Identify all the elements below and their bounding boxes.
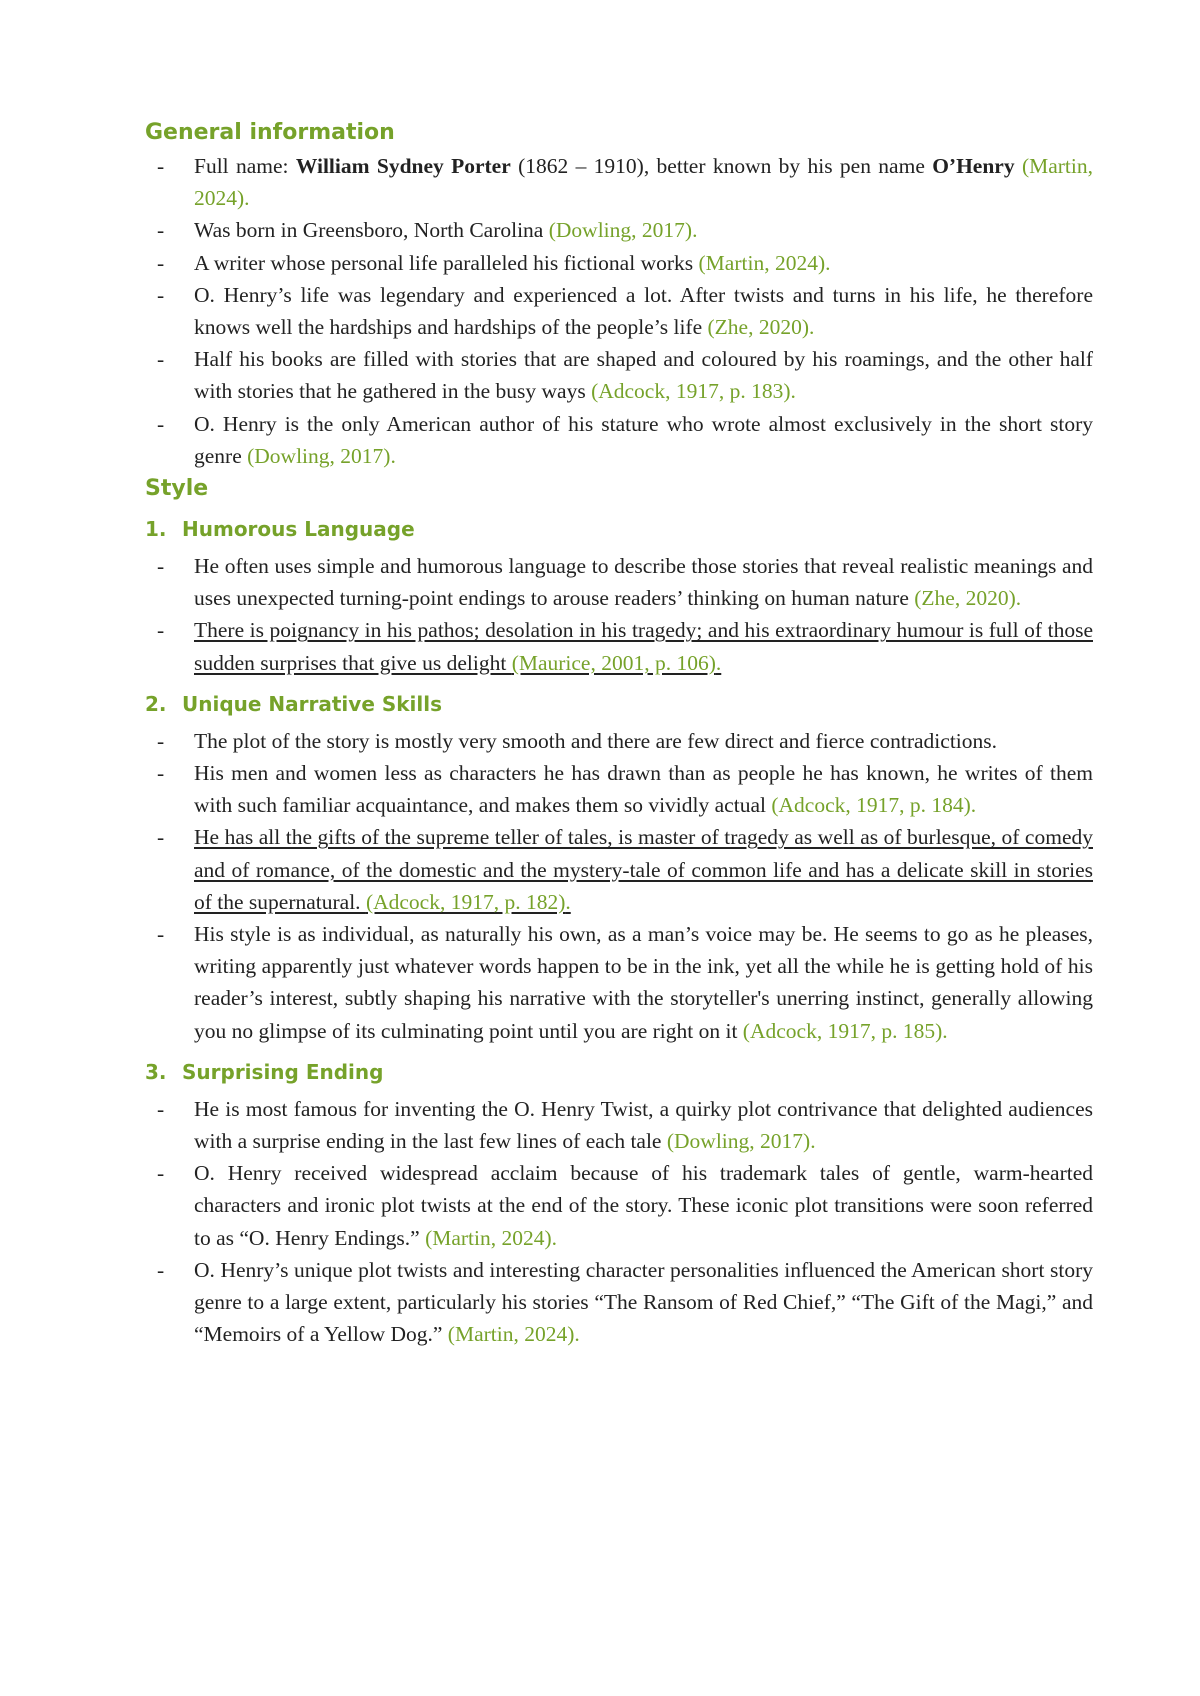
dash-marker: - — [157, 761, 165, 786]
section-title: Humorous Language — [182, 517, 415, 542]
list-item-text: O. Henry received widespread acclaim because of his trademark tales of gentle, warm-hearted characters and ironic plot twists at the end of the story. These iconic plot transitions were soon referred to as “O. Henry Endings.” — [194, 1161, 1093, 1250]
dash-marker: - — [157, 554, 165, 579]
list-item — [145, 1157, 1093, 1254]
citation: (Adcock, 1917, p. 182) — [365, 889, 566, 914]
dash-marker: - — [157, 1257, 165, 1282]
citation-period: . — [970, 793, 977, 818]
section-number: 1. — [145, 517, 167, 542]
list-item-text — [1015, 154, 1022, 178]
full-name: William Sydney Porter — [295, 154, 511, 178]
list-item — [145, 918, 1093, 1047]
citation: (Martin, 2024) — [698, 250, 826, 275]
pen-name: O’Henry — [932, 154, 1015, 178]
surprising-ending-list — [145, 1093, 1093, 1351]
citation-period: . — [574, 1322, 580, 1347]
dash-marker: - — [157, 922, 165, 947]
dash-marker: - — [157, 618, 165, 643]
dash-marker: - — [157, 347, 165, 372]
list-item — [145, 343, 1093, 407]
list-item — [145, 279, 1093, 343]
list-item — [145, 725, 1093, 757]
section-number: 3. — [145, 1059, 167, 1084]
list-item — [145, 550, 1093, 614]
list-item-text: The plot of the story is mostly very smooth and there are few direct and fierce contradictions. — [194, 728, 998, 753]
citation: (Adcock, 1917, p. 185) — [742, 1018, 943, 1043]
list-item-text: His men and women less as characters he has drawn than as people he has known, he writes of them with such familiar acquaintance, and makes them so vividly actual — [194, 761, 1093, 818]
list-item-text: Full name: — [194, 154, 296, 178]
list-item-quote — [145, 821, 1093, 918]
dash-marker: - — [157, 411, 165, 436]
citation-period: . — [715, 650, 722, 675]
list-item-text: O. Henry is the only American author of his stature who wrote almost exclusively in the short story genre — [194, 411, 1093, 468]
citation: (Dowling, 2017) — [666, 1129, 811, 1154]
dash-marker: - — [157, 825, 165, 850]
section-title: Unique Narrative Skills — [182, 691, 443, 716]
list-item — [145, 1254, 1093, 1351]
citation: (Zhe, 2020) — [707, 315, 810, 340]
citation: (Martin, 2024) — [447, 1322, 575, 1347]
list-item-text: Was born in Greensboro, North Carolina — [194, 218, 549, 243]
list-item-text: O. Henry’s unique plot twists and interesting character personalities influenced the American short story genre to a large extent, particularly his stories “The Ransom of Red Chief,” “The Gift of the Magi,” and “Memoirs of a Yellow Dog.” — [194, 1257, 1093, 1347]
citation: (Martin, 2024) — [194, 154, 1094, 211]
list-item-text: (1862 – 1910), better known by his pen name — [510, 154, 933, 178]
citation: (Martin, 2024) — [425, 1225, 552, 1250]
citation-period: . — [244, 186, 250, 211]
section-title: Surprising Ending — [182, 1059, 384, 1084]
general-information-list — [145, 150, 1093, 472]
citation-period: . — [942, 1018, 948, 1043]
humorous-language-list — [145, 550, 1093, 679]
citation-period: . — [790, 379, 796, 404]
style-subheading-unique-narrative-skills — [145, 689, 1093, 719]
style-heading: Style — [145, 476, 209, 502]
dash-marker: - — [157, 282, 165, 307]
citation-period: . — [551, 1225, 558, 1250]
quoted-text: He has all the gifts of the supreme teller of tales, is master of tragedy as well as of burlesque, of comedy and of romance, of the domestic and the mystery-tale of common life and has a delicate skill in stories of the supernatural. — [194, 825, 1093, 914]
section-number: 2. — [145, 691, 167, 716]
list-item — [145, 757, 1093, 821]
citation: (Zhe, 2020) — [914, 586, 1016, 611]
dash-marker: - — [157, 728, 165, 753]
dash-marker: - — [157, 154, 165, 178]
quoted-text: There is poignancy in his pathos; desolation in his tragedy; and his extraordinary humour is full of those sudden surprises that give us delight — [194, 618, 1093, 675]
citation-period: . — [825, 250, 831, 275]
citation-period: . — [692, 218, 698, 243]
general-information-heading: General information — [145, 120, 395, 145]
list-item — [145, 408, 1093, 472]
list-item-text: Half his books are filled with stories that are shaped and coloured by his roamings, and the other half with stories that he gathered in the busy ways — [194, 347, 1093, 404]
list-item-text: O. Henry’s life was legendary and experienced a lot. After twists and turns in his life, he therefore knows well the hardships and hardships of the people’s life — [194, 282, 1093, 340]
unique-narrative-skills-list — [145, 725, 1093, 1047]
list-item-quote — [145, 614, 1093, 678]
citation: (Adcock, 1917, p. 183) — [591, 379, 791, 404]
citation: (Maurice, 2001, p. 106) — [511, 650, 716, 675]
list-item-text: He is most famous for inventing the O. Henry Twist, a quirky plot contrivance that delighted audiences with a surprise ending in the last few lines of each tale — [194, 1096, 1093, 1154]
citation: (Adcock, 1917, p. 184) — [771, 793, 971, 818]
citation-period: . — [565, 889, 571, 914]
citation-period: . — [390, 443, 396, 468]
dash-marker: - — [157, 250, 165, 275]
list-item-text: His style is as individual, as naturally his own, as a man’s voice may be. He seems to go as he pleases, writing apparently just whatever words happen to be in the ink, yet all the while he is getting hold of his reader’s interest, subtly shaping his narrative with the storyteller's unerring instinct, generally allowing you no glimpse of its culminating point until you are right on it — [194, 922, 1093, 1043]
dash-marker: - — [157, 1161, 165, 1186]
citation-period: . — [810, 1129, 816, 1154]
citation: (Dowling, 2017) — [247, 443, 391, 468]
style-subheading-humorous-language — [145, 514, 1093, 544]
citation-period: . — [1015, 586, 1022, 611]
dash-marker: - — [157, 1096, 165, 1121]
list-item — [145, 150, 1093, 214]
list-item — [145, 1093, 1093, 1157]
list-item-text: He often uses simple and humorous language to describe those stories that reveal realistic meanings and uses unexpected turning-point endings to arouse readers’ thinking on human nature — [194, 554, 1093, 611]
style-subheading-surprising-ending — [145, 1057, 1093, 1087]
citation: (Dowling, 2017) — [548, 218, 693, 243]
list-item-text: A writer whose personal life paralleled his fictional works — [194, 250, 699, 275]
citation-period: . — [809, 315, 815, 340]
list-item — [145, 247, 1093, 279]
document-body — [145, 118, 1093, 1351]
list-item — [145, 214, 1093, 246]
dash-marker: - — [157, 218, 165, 243]
